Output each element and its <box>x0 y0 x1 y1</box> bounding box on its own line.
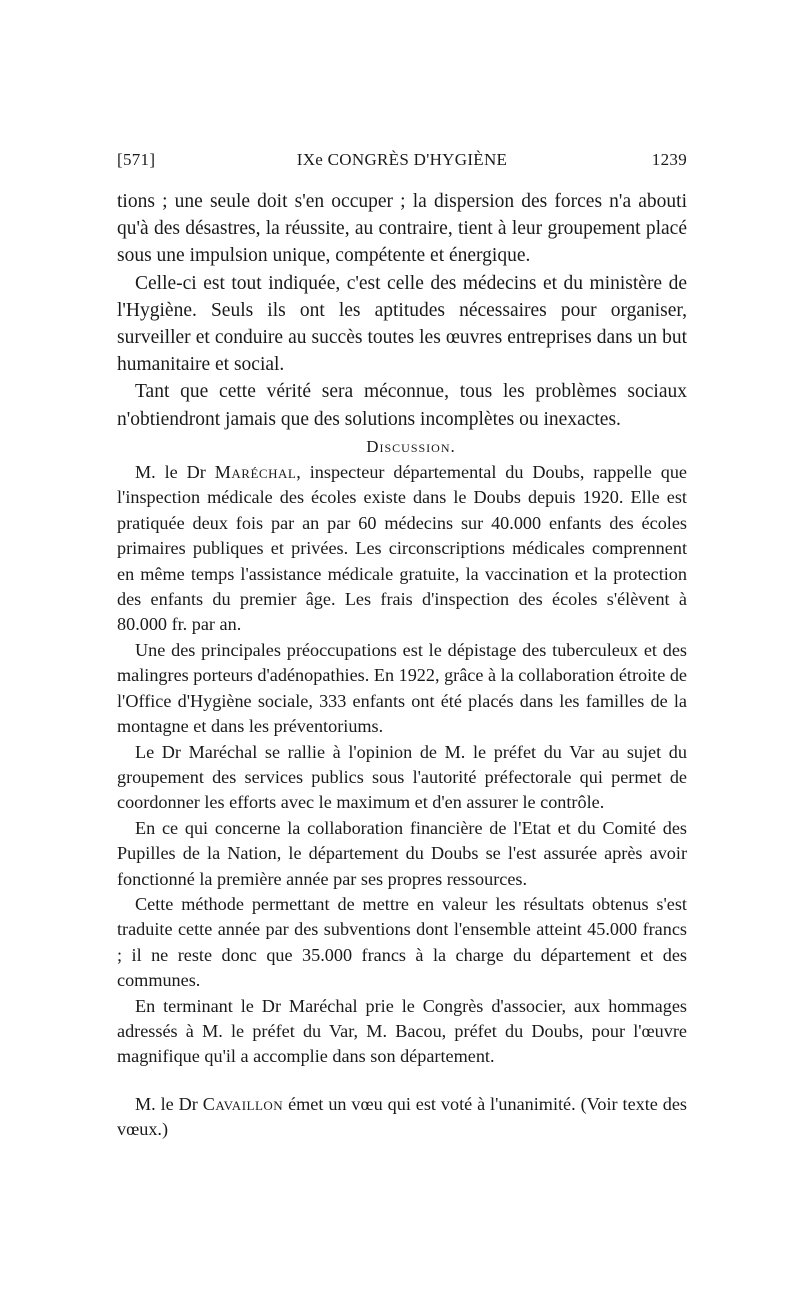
speaker-title: M. le Dr <box>135 1093 198 1114</box>
paragraph: En terminant le Dr Maréchal prie le Congrès d'associer, aux hommages adressés à M. le préfet du Var, M. Bacou, préfet du Doubs, pour l'œuvre magnifique qu'il a accomplie dans son département. <box>117 995 687 1067</box>
speaker-title: M. le Dr <box>135 462 206 483</box>
paragraph: Le Dr Maréchal se rallie à l'opinion de M. le préfet du Var au sujet du groupement des services publics sous l'autorité préfectorale qui permet de coordonner les efforts avec le maximum et d'en assurer le contrôle. <box>117 741 687 813</box>
section-heading-discussion: Discussion. <box>366 436 456 456</box>
paragraph-text: , inspecteur départemental du Doubs, rappelle que l'inspection médicale des écoles existe dans le Doubs depuis 1920. Elle est pratiquée deux fois par an par 60 médecins sur 40.000 enfants des écoles primaires publiques et privées. Les circonscriptions médicales comprennent en même temps l'assistance médicale gratuite, la vaccination et la protection des enfants du premier âge. Les frais d'inspection des écoles s'élèvent à 80.000 fr. par an. <box>117 462 687 635</box>
running-title: IXe CONGRÈS D'HYGIÈNE <box>296 150 508 169</box>
body-text <box>117 188 687 1143</box>
paragraph: Celle-ci est tout indiquée, c'est celle des médecins et du ministère de l'Hygiène. Seuls ils ont les aptitudes nécessaires pour organiser, surveiller et conduire au succès toutes les œuvres entreprises dans un but humanitaire et social. <box>117 272 687 376</box>
page-reference: [571] <box>117 150 156 169</box>
page-number: 1239 <box>651 150 687 169</box>
paragraph: En ce qui concerne la collaboration financière de l'Etat et du Comité des Pupilles de la Nation, le département du Doubs se l'est assurée après avoir fonctionné la première année par ses propres ressources. <box>117 817 687 889</box>
speaker-name: Cavaillon <box>202 1093 284 1114</box>
paragraph: Une des principales préoccupations est le dépistage des tuberculeux et des malingres porteurs d'adénopathies. En 1922, grâce à la collaboration étroite de l'Office d'Hygiène sociale, 333 enfants ont été placés dans les familles de la montagne et dans les préventoriums. <box>117 639 687 737</box>
paragraph: Cette méthode permettant de mettre en valeur les résultats obtenus s'est traduite cette année par des subventions dont l'ensemble atteint 45.000 francs ; il ne reste donc que 35.000 francs à la charge du département et des communes. <box>117 893 687 991</box>
paragraph-marechal <box>117 460 687 638</box>
paragraph-text: émet un vœu qui est voté à l'unanimité. (Voir texte des vœux.) <box>117 1093 688 1140</box>
paragraph-cavaillon <box>117 1092 687 1143</box>
speaker-name: Maréchal <box>214 462 297 483</box>
paragraph-continuation: tions ; une seule doit s'en occuper ; la dispersion des forces n'a abouti qu'à des désastres, la réussite, au contraire, tient à leur groupement placé sous une impulsion unique, compétente et énergique. <box>117 191 687 267</box>
spacer <box>117 1070 687 1092</box>
running-header <box>117 150 687 176</box>
paragraph: Tant que cette vérité sera méconnue, tous les problèmes sociaux n'obtiendront jamais que des solutions incomplètes ou inexactes. <box>117 381 687 430</box>
